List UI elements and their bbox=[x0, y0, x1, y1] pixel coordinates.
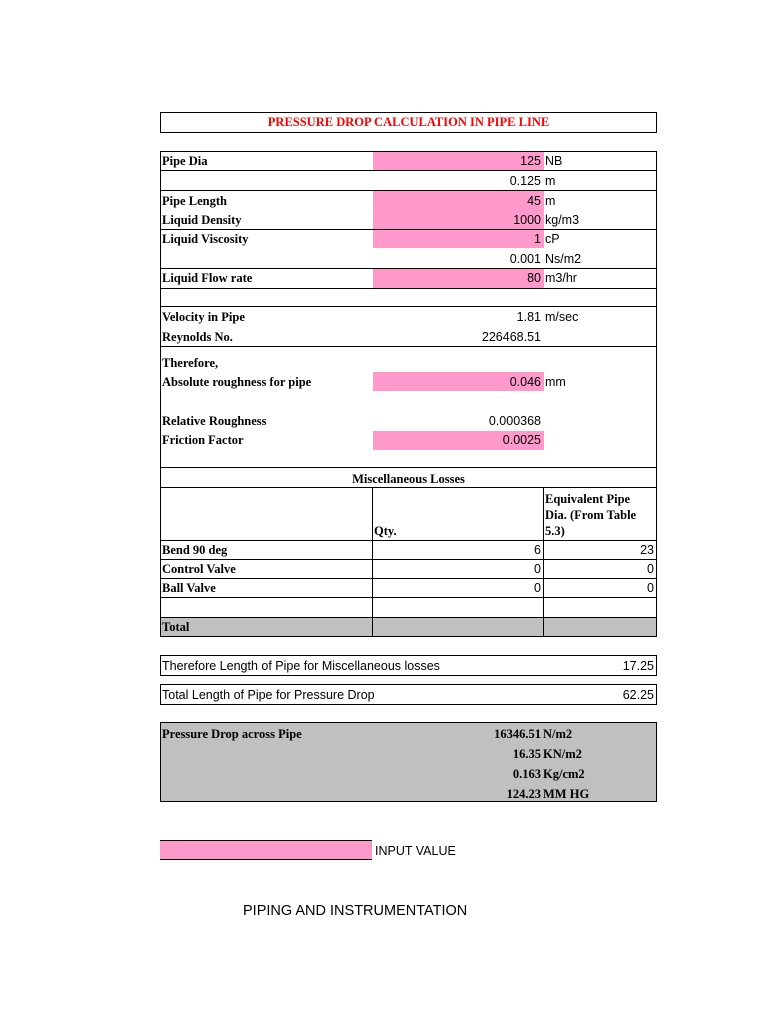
density-label: Liquid Density bbox=[162, 213, 242, 227]
velocity-unit: m/sec bbox=[545, 310, 579, 324]
total-label: Total bbox=[162, 620, 190, 634]
length-misc-label: Therefore Length of Pipe for Miscellaneous losses bbox=[162, 659, 440, 673]
misc-row-label: Control Valve bbox=[162, 562, 236, 576]
divider bbox=[160, 597, 657, 598]
pipe-dia-unit: NB bbox=[545, 154, 563, 168]
velocity-value: 1.81 bbox=[516, 310, 541, 324]
divider bbox=[160, 306, 657, 307]
divider bbox=[160, 190, 657, 191]
divider bbox=[160, 617, 657, 618]
viscosity-si-unit: Ns/m2 bbox=[545, 252, 582, 266]
density-value[interactable]: 1000 bbox=[513, 213, 541, 227]
pressure-value: 0.163 bbox=[512, 767, 541, 781]
pipe-length-value[interactable]: 45 bbox=[527, 194, 541, 208]
flow-value[interactable]: 80 bbox=[527, 271, 541, 285]
misc-row-qty[interactable]: 6 bbox=[534, 543, 541, 557]
misc-row-label: Ball Valve bbox=[162, 581, 216, 595]
eq-header-line-1: Equivalent Pipe bbox=[545, 492, 631, 506]
viscosity-value[interactable]: 1 bbox=[534, 232, 541, 246]
reynolds-label: Reynolds No. bbox=[162, 330, 233, 344]
misc-row-eq: 0 bbox=[647, 562, 654, 576]
viscosity-si-value: 0.001 bbox=[509, 252, 541, 266]
input-value-legend-label: INPUT VALUE bbox=[375, 844, 456, 858]
qty-header: Qty. bbox=[374, 524, 397, 538]
rel-roughness-value: 0.000368 bbox=[488, 414, 541, 428]
misc-row-eq: 0 bbox=[647, 581, 654, 595]
footer-text: PIPING AND INSTRUMENTATION bbox=[243, 903, 468, 919]
page-title: PRESSURE DROP CALCULATION IN PIPE LINE bbox=[267, 115, 550, 129]
length-total-value: 62.25 bbox=[622, 688, 654, 702]
pressure-unit: KN/m2 bbox=[543, 747, 582, 761]
viscosity-label: Liquid Viscosity bbox=[162, 232, 249, 246]
pipe-dia-m-value: 0.125 bbox=[509, 174, 541, 188]
pressure-unit: Kg/cm2 bbox=[543, 767, 585, 781]
pressure-value: 124.23 bbox=[506, 787, 541, 801]
pressure-drop-label: Pressure Drop across Pipe bbox=[162, 727, 302, 741]
eq-header-line-3: 5.3) bbox=[545, 524, 565, 538]
abs-roughness-label: Absolute roughness for pipe bbox=[162, 375, 312, 389]
divider bbox=[160, 170, 657, 171]
viscosity-unit: cP bbox=[545, 232, 560, 246]
divider bbox=[160, 559, 657, 560]
divider bbox=[160, 229, 657, 230]
flow-unit: m3/hr bbox=[545, 271, 577, 285]
pipe-dia-m-unit: m bbox=[545, 174, 556, 188]
pipe-length-unit: m bbox=[545, 194, 556, 208]
pressure-value: 16.35 bbox=[512, 747, 541, 761]
misc-row-qty[interactable]: 0 bbox=[534, 581, 541, 595]
rel-roughness-label: Relative Roughness bbox=[162, 414, 267, 428]
total-row-bg bbox=[161, 617, 656, 636]
misc-row-label: Bend 90 deg bbox=[162, 543, 228, 557]
divider bbox=[160, 268, 657, 269]
abs-roughness-value[interactable]: 0.046 bbox=[509, 375, 541, 389]
pressure-unit: N/m2 bbox=[543, 727, 573, 741]
misc-header: Miscellaneous Losses bbox=[352, 472, 465, 486]
length-misc-value: 17.25 bbox=[622, 659, 654, 673]
pipe-dia-label: Pipe Dia bbox=[162, 154, 208, 168]
reynolds-value: 226468.51 bbox=[481, 330, 541, 344]
eq-header-line-2: Dia. (From Table bbox=[545, 508, 637, 522]
friction-label: Friction Factor bbox=[162, 433, 244, 447]
velocity-label: Velocity in Pipe bbox=[162, 310, 245, 324]
pressure-unit: MM HG bbox=[543, 787, 590, 801]
input-value-swatch bbox=[160, 840, 372, 860]
pipe-length-label: Pipe Length bbox=[162, 194, 227, 208]
divider bbox=[372, 487, 373, 637]
length-total-label: Total Length of Pipe for Pressure Drop bbox=[162, 688, 375, 702]
divider bbox=[543, 487, 544, 637]
divider bbox=[160, 540, 657, 541]
therefore-label: Therefore, bbox=[162, 356, 219, 370]
misc-row-eq: 23 bbox=[640, 543, 654, 557]
pressure-value: 16346.51 bbox=[494, 727, 541, 741]
density-unit: kg/m3 bbox=[545, 213, 580, 227]
misc-row-qty[interactable]: 0 bbox=[534, 562, 541, 576]
divider bbox=[160, 578, 657, 579]
flow-label: Liquid Flow rate bbox=[162, 271, 253, 285]
friction-value[interactable]: 0.0025 bbox=[502, 433, 541, 447]
pipe-dia-value[interactable]: 125 bbox=[520, 154, 541, 168]
abs-roughness-unit: mm bbox=[545, 375, 566, 389]
